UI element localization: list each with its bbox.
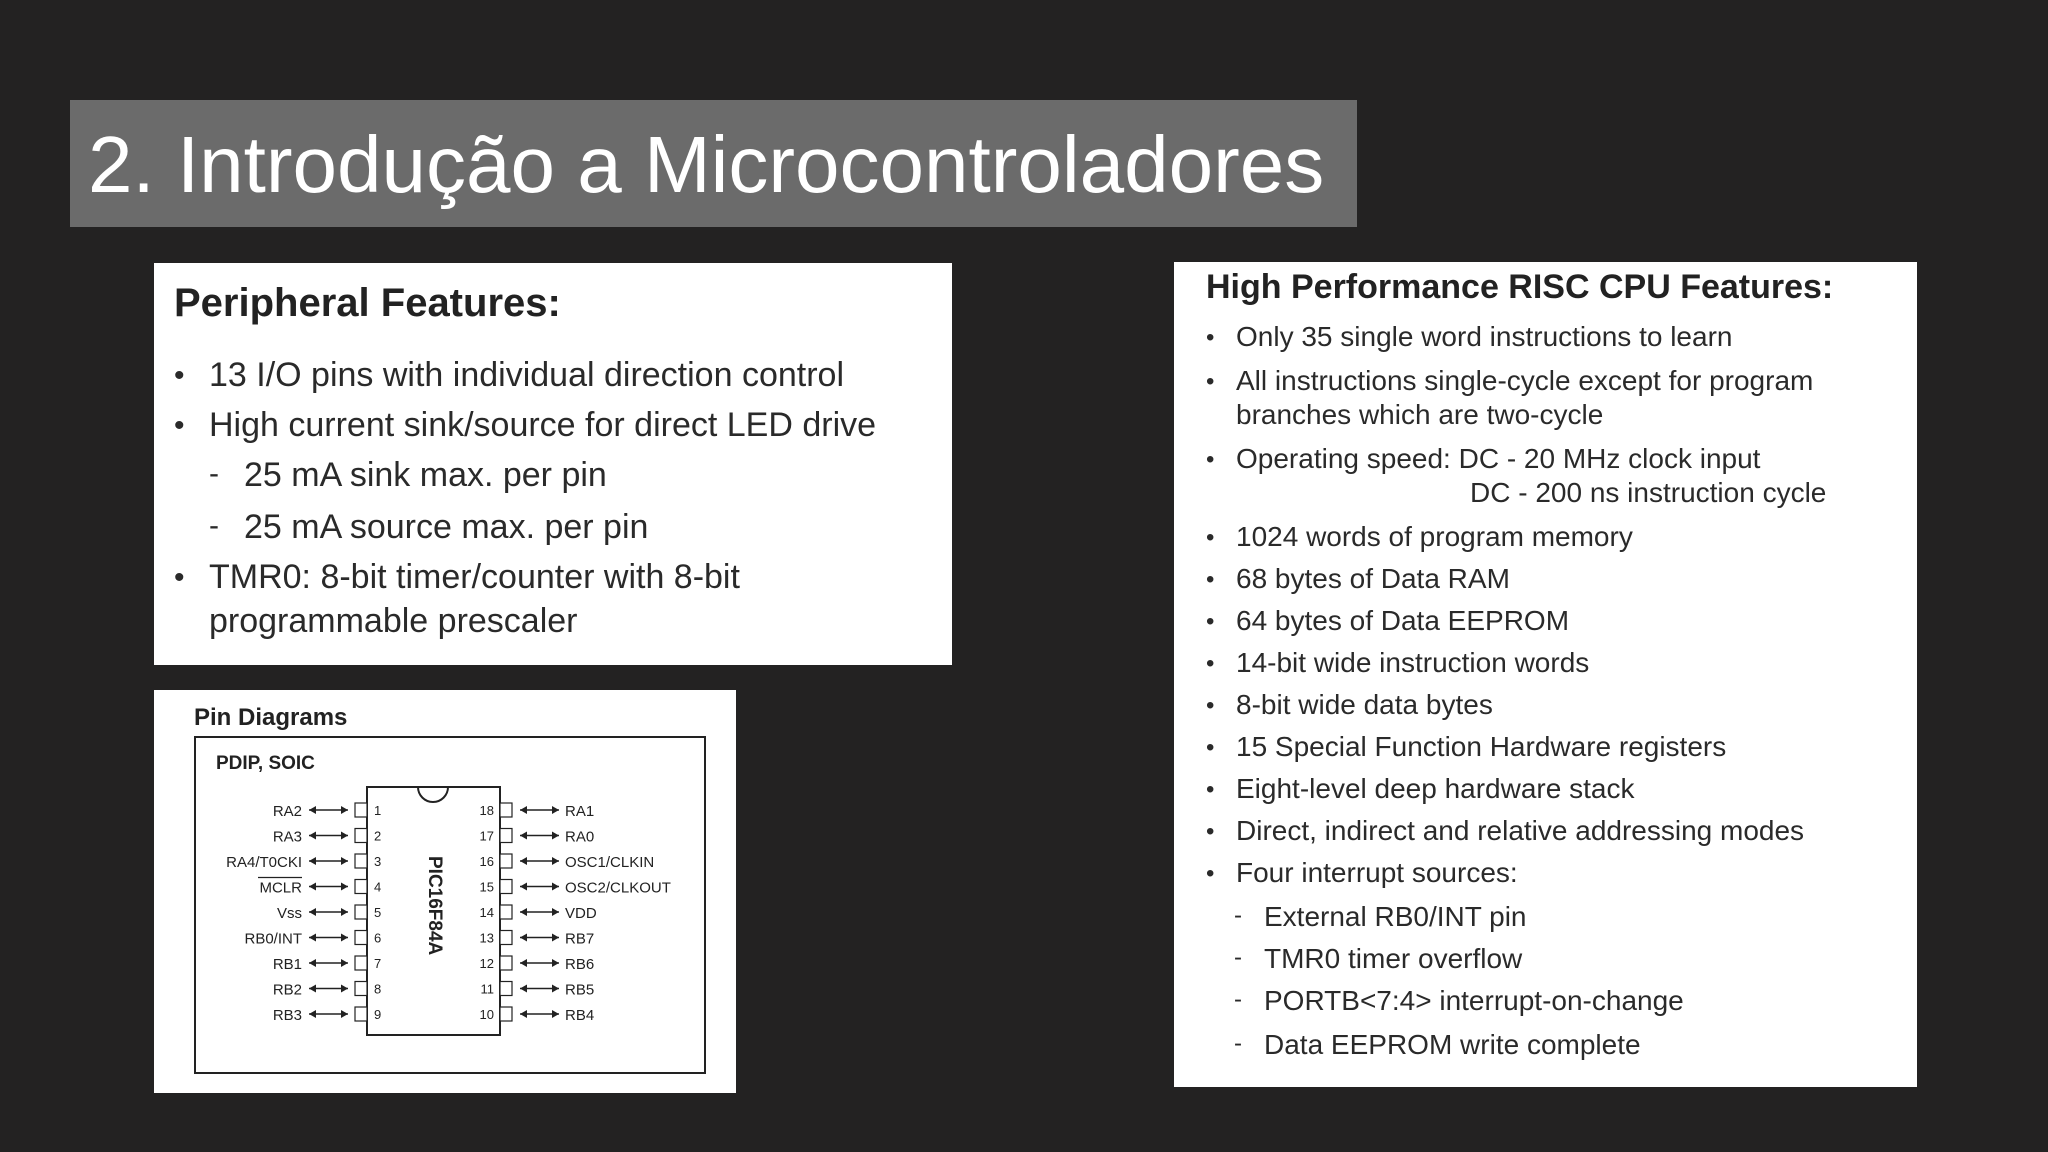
pin-label: RA1 bbox=[565, 803, 595, 820]
arrow-head-icon bbox=[309, 908, 316, 916]
pin-number: 4 bbox=[374, 879, 382, 895]
arrow-head-icon bbox=[309, 1010, 316, 1018]
arrow-head-icon bbox=[552, 806, 559, 814]
pin-label: RB1 bbox=[272, 956, 302, 973]
bullet-icon: • bbox=[174, 409, 185, 442]
arrow-head-icon bbox=[552, 959, 559, 967]
pin-pad bbox=[500, 905, 512, 919]
pin-pad bbox=[500, 931, 512, 945]
arrow-head-icon bbox=[520, 985, 527, 993]
arrow-head-icon bbox=[341, 934, 348, 942]
arrow-head-icon bbox=[552, 985, 559, 993]
arrow-head-icon bbox=[552, 832, 559, 840]
bullet-icon: • bbox=[1206, 446, 1215, 473]
pin-label: RB7 bbox=[565, 930, 595, 948]
pin-number: 9 bbox=[374, 1007, 382, 1022]
pin-diagram-panel bbox=[154, 690, 736, 1093]
cpu-item: Only 35 single word instructions to learn bbox=[1236, 321, 1733, 352]
arrow-head-icon bbox=[309, 832, 316, 840]
peripheral-item: TMR0: 8-bit timer/counter with 8-bit bbox=[209, 558, 740, 596]
pin-label: OSC1/CLKIN bbox=[565, 854, 655, 871]
arrow-head-icon bbox=[552, 883, 559, 891]
arrow-head-icon bbox=[341, 857, 348, 865]
arrow-head-icon bbox=[552, 857, 559, 865]
cpu-item-continued: DC - 200 ns instruction cycle bbox=[1470, 477, 1827, 508]
peripheral-subitem: 25 mA sink max. per pin bbox=[244, 456, 607, 494]
cpu-item: Eight-level deep hardware stack bbox=[1236, 773, 1635, 804]
pin-label: MCLR bbox=[259, 879, 302, 897]
arrow-head-icon bbox=[520, 806, 527, 814]
arrow-head-icon bbox=[552, 1010, 559, 1018]
pin-label: RB0/INT bbox=[244, 930, 302, 948]
left-pin-row bbox=[273, 829, 381, 846]
pin-number: 2 bbox=[374, 828, 382, 844]
pin-pad bbox=[500, 880, 512, 894]
cpu-item: Direct, indirect and relative addressing modes bbox=[1236, 815, 1805, 846]
cpu-item: 8-bit wide data bytes bbox=[1236, 689, 1493, 720]
pin-label: OSC2/CLKOUT bbox=[565, 879, 671, 897]
pin-number: 15 bbox=[479, 879, 494, 895]
bullet-icon: • bbox=[1206, 860, 1215, 887]
bullet-icon: • bbox=[174, 359, 185, 392]
left-pin-row bbox=[273, 1007, 381, 1024]
pin-number: 5 bbox=[374, 905, 382, 920]
arrow-head-icon bbox=[341, 959, 348, 967]
pin-number: 18 bbox=[479, 803, 494, 818]
cpu-item: 68 bytes of Data RAM bbox=[1236, 563, 1510, 594]
pin-pad bbox=[500, 1007, 512, 1021]
dash-icon: - bbox=[1234, 944, 1242, 971]
arrow-head-icon bbox=[309, 857, 316, 865]
bullet-icon: • bbox=[1206, 368, 1215, 395]
pin-diagram-heading: Pin Diagrams bbox=[194, 704, 348, 731]
title-banner bbox=[70, 100, 1357, 227]
cpu-item: 64 bytes of Data EEPROM bbox=[1236, 605, 1570, 636]
pin-label: RB4 bbox=[565, 1007, 595, 1024]
pin-number: 16 bbox=[479, 854, 494, 869]
cpu-item: 1024 words of program memory bbox=[1236, 521, 1633, 552]
cpu-item-continued: branches which are two-cycle bbox=[1236, 399, 1604, 430]
pin-number: 7 bbox=[374, 956, 382, 971]
package-label: PDIP, SOIC bbox=[216, 753, 315, 774]
peripheral-item: High current sink/source for direct LED drive bbox=[209, 406, 877, 444]
arrow-head-icon bbox=[341, 806, 348, 814]
pin-label: Vss bbox=[276, 905, 302, 922]
pin-number: 17 bbox=[479, 828, 494, 844]
pin-label: RB2 bbox=[272, 981, 302, 999]
pin-label: RB3 bbox=[272, 1007, 302, 1024]
pin-number: 11 bbox=[480, 981, 494, 997]
bullet-icon: • bbox=[1206, 776, 1215, 803]
right-pin-row bbox=[480, 854, 655, 871]
pin-pad bbox=[500, 956, 512, 970]
pin-diagram-figure bbox=[154, 690, 736, 1093]
pin-pad bbox=[500, 982, 512, 996]
cpu-heading: High Performance RISC CPU Features: bbox=[1206, 268, 1834, 306]
left-pin-row bbox=[244, 931, 381, 948]
pin-number: 12 bbox=[479, 956, 494, 971]
cpu-subitem: External RB0/INT pin bbox=[1264, 901, 1527, 932]
cpu-subitem: PORTB<7:4> interrupt-on-change bbox=[1264, 985, 1684, 1016]
pin-pad bbox=[355, 803, 367, 817]
pin-number: 8 bbox=[374, 981, 382, 997]
chip-name: PIC16F84A bbox=[424, 856, 445, 956]
left-pin-row bbox=[273, 982, 381, 999]
slide-title: 2. Introdução a Microcontroladores bbox=[88, 120, 1325, 209]
left-pin-row bbox=[273, 956, 381, 973]
arrow-head-icon bbox=[309, 985, 316, 993]
pin-number: 3 bbox=[374, 854, 382, 869]
bullet-icon: • bbox=[1206, 324, 1215, 351]
cpu-item: 15 Special Function Hardware registers bbox=[1236, 731, 1727, 762]
bullet-icon: • bbox=[1206, 734, 1215, 761]
bullet-icon: • bbox=[1206, 608, 1215, 635]
arrow-head-icon bbox=[520, 832, 527, 840]
arrow-head-icon bbox=[341, 908, 348, 916]
pin-pad bbox=[355, 931, 367, 945]
arrow-head-icon bbox=[309, 806, 316, 814]
pin-label: RA4/T0CKI bbox=[226, 854, 302, 871]
pin-label: RB5 bbox=[565, 981, 595, 999]
pin-pad bbox=[355, 854, 367, 868]
peripheral-item: 13 I/O pins with individual direction control bbox=[209, 356, 844, 394]
left-pin-row bbox=[226, 854, 381, 871]
pin-pad bbox=[355, 1007, 367, 1021]
pin-number: 13 bbox=[479, 930, 494, 946]
cpu-subitem: TMR0 timer overflow bbox=[1264, 943, 1523, 974]
bullet-icon: • bbox=[1206, 818, 1215, 845]
arrow-head-icon bbox=[520, 908, 527, 916]
pin-number: 14 bbox=[479, 905, 494, 920]
left-pin-row bbox=[273, 803, 381, 820]
pin-pad bbox=[500, 829, 512, 843]
arrow-head-icon bbox=[341, 832, 348, 840]
bullet-icon: • bbox=[1206, 524, 1215, 551]
pin-pad bbox=[355, 829, 367, 843]
arrow-head-icon bbox=[520, 959, 527, 967]
pin-pad bbox=[355, 905, 367, 919]
peripheral-subitem: 25 mA source max. per pin bbox=[244, 508, 649, 546]
arrow-head-icon bbox=[520, 934, 527, 942]
arrow-head-icon bbox=[309, 934, 316, 942]
arrow-head-icon bbox=[552, 934, 559, 942]
peripheral-item-continued: programmable prescaler bbox=[209, 602, 578, 640]
arrow-head-icon bbox=[309, 883, 316, 891]
pin-pad bbox=[355, 956, 367, 970]
left-pin-row bbox=[277, 905, 381, 922]
bullet-icon: • bbox=[174, 561, 185, 594]
cpu-subitem: Data EEPROM write complete bbox=[1264, 1029, 1641, 1060]
pin-pad bbox=[500, 854, 512, 868]
dash-icon: - bbox=[209, 509, 219, 542]
bullet-icon: • bbox=[1206, 692, 1215, 719]
arrow-head-icon bbox=[341, 883, 348, 891]
pin-label: VDD bbox=[565, 905, 597, 922]
arrow-head-icon bbox=[341, 985, 348, 993]
pin-label: RA0 bbox=[565, 828, 595, 846]
pin-number: 10 bbox=[479, 1007, 494, 1022]
arrow-head-icon bbox=[520, 857, 527, 865]
right-pin-row bbox=[480, 880, 671, 897]
cpu-features-panel bbox=[1174, 262, 1917, 1087]
peripheral-heading: Peripheral Features: bbox=[174, 281, 561, 325]
cpu-item: Operating speed: DC - 20 MHz clock input bbox=[1236, 443, 1761, 474]
cpu-item: Four interrupt sources: bbox=[1236, 857, 1518, 888]
arrow-head-icon bbox=[341, 1010, 348, 1018]
cpu-item: All instructions single-cycle except for program bbox=[1236, 365, 1814, 396]
pin-number: 1 bbox=[374, 803, 382, 818]
dash-icon: - bbox=[1234, 902, 1242, 929]
dash-icon: - bbox=[1234, 1030, 1242, 1057]
arrow-head-icon bbox=[552, 908, 559, 916]
dash-icon: - bbox=[209, 457, 219, 490]
arrow-head-icon bbox=[309, 959, 316, 967]
pin-pad bbox=[355, 880, 367, 894]
bullet-icon: • bbox=[1206, 566, 1215, 593]
peripheral-features-panel bbox=[154, 263, 952, 665]
pin-label: RA3 bbox=[272, 828, 302, 846]
left-pin-row bbox=[258, 878, 381, 897]
pin-pad bbox=[355, 982, 367, 996]
bullet-icon: • bbox=[1206, 650, 1215, 677]
dash-icon: - bbox=[1234, 986, 1242, 1013]
cpu-item: 14-bit wide instruction words bbox=[1236, 647, 1590, 678]
arrow-head-icon bbox=[520, 883, 527, 891]
arrow-head-icon bbox=[520, 1010, 527, 1018]
pin-label: RA2 bbox=[272, 803, 302, 820]
pin-number: 6 bbox=[374, 930, 382, 946]
pin-label: RB6 bbox=[565, 956, 595, 973]
pin-pad bbox=[500, 803, 512, 817]
